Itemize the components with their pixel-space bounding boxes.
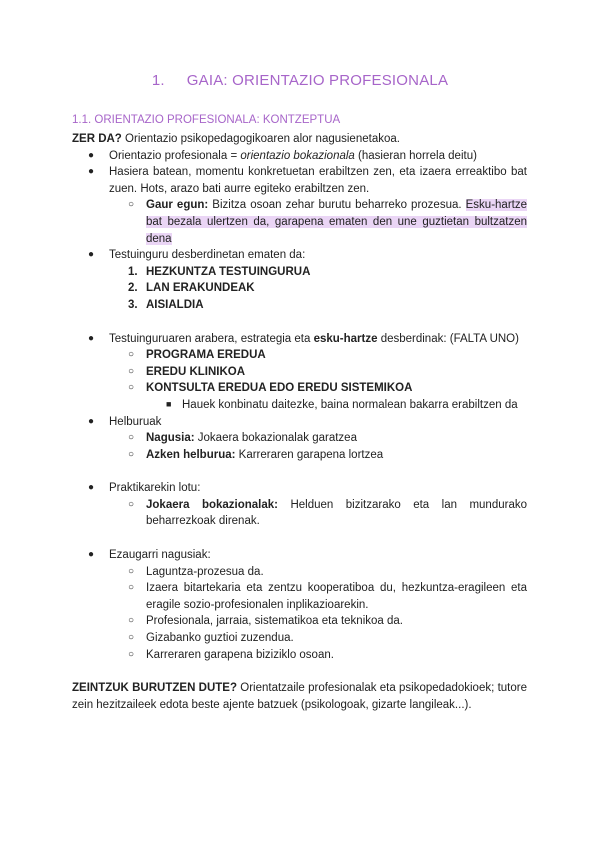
list-item: [72, 331, 527, 348]
sub-item-text: EREDU KLINIKOA: [146, 365, 246, 378]
bullet-text: Orientazio profesionala =: [109, 149, 241, 162]
section-heading: 1.1. ORIENTAZIO PROFESIONALA: KONTZEPTUA: [72, 114, 341, 126]
bullet-bold: esku-hartze: [313, 332, 378, 345]
sub-list-item: [72, 430, 527, 447]
chapter-number: 1.: [151, 72, 165, 89]
bullet-icon: ●: [88, 149, 95, 161]
zeintzuk-paragraph: [72, 680, 527, 713]
sub-item-label: Gaur egun:: [146, 199, 209, 212]
sub-item-text: Laguntza-prozesua da.: [146, 565, 264, 578]
chapter-title: [0, 72, 600, 89]
circle-bullet-icon: ○: [128, 582, 135, 594]
numbered-item-text: LAN ERAKUNDEAK: [146, 282, 255, 295]
list-item: [72, 414, 527, 431]
sub-list-item: [72, 580, 527, 613]
sub-item-text: Bizitza osoan zehar burutu beharreko prozesua.: [208, 199, 466, 212]
bullet-text: Hasiera batean, momentu konkretuetan erabiltzen zen, eta izaera erreaktibo bat zuen. Hots, arazo bati aurre egiteko erabiltzen zen.: [109, 166, 527, 195]
bullet-text: Ezaugarri nagusiak:: [109, 549, 211, 562]
numbered-item-text: HEZKUNTZA TESTUINGURUA: [146, 265, 311, 278]
bullet-icon: ●: [88, 332, 95, 344]
chapter-title-text: GAIA: ORIENTAZIO PROFESIONALA: [186, 72, 449, 89]
sub-item-text: Profesionala, jarraia, sistematikoa eta teknikoa da.: [146, 615, 403, 628]
list-item: [72, 247, 527, 264]
list-item: [72, 480, 527, 497]
document-body: [72, 131, 527, 713]
zer-da-label: ZER DA?: [72, 133, 122, 145]
numbered-item: [72, 297, 527, 314]
bullet-icon: ●: [88, 166, 95, 178]
item-number: 3.: [128, 298, 138, 311]
circle-bullet-icon: ○: [128, 565, 135, 577]
bullet-icon: ●: [88, 549, 95, 561]
numbered-item-text: AISIALDIA: [146, 298, 204, 311]
bullet-text: Testuinguruaren arabera, estrategia eta: [109, 332, 314, 345]
bullet-text-rest: (hasieran horrela deitu): [354, 149, 477, 162]
sub-item-text: Helduen bizitzarako eta lan mundurako beharrezkoak direnak.: [146, 498, 527, 528]
circle-bullet-icon: ○: [128, 432, 135, 444]
sub-list-item: [72, 564, 527, 581]
sub-sub-item-text: Hauek konbinatu daitezke, baina normalean bakarra erabiltzen da: [182, 398, 518, 411]
zeintzuk-label: ZEINTZUK BURUTZEN DUTE?: [72, 682, 237, 695]
sub-list-item: [72, 497, 527, 530]
sub-item-text: Jokaera bokazionalak garatzea: [194, 432, 357, 445]
circle-bullet-icon: ○: [128, 615, 135, 627]
sub-item-text: Gizabanko guztioi zuzendua.: [146, 632, 294, 645]
circle-bullet-icon: ○: [128, 199, 135, 211]
item-number: 1.: [128, 265, 138, 278]
circle-bullet-icon: ○: [128, 382, 135, 394]
item-number: 2.: [128, 282, 138, 295]
bullet-text: Testuinguru desberdinetan ematen da:: [109, 249, 306, 262]
sub-list-item: [72, 364, 527, 381]
list-item: [72, 164, 527, 197]
square-bullet-icon: ■: [166, 398, 172, 409]
circle-bullet-icon: ○: [128, 365, 135, 377]
numbered-item: [72, 264, 527, 281]
highlighted-text: Esku-hartze bat bezala ulertzen da, garapena ematen den une guztietan bultzatzen dena: [146, 199, 527, 245]
bullet-text: Praktikarekin lotu:: [109, 482, 201, 495]
sub-list-item: [72, 630, 527, 647]
bullet-text: Helburuak: [109, 415, 162, 428]
sub-list-item: [72, 347, 527, 364]
bullet-italic: orientazio bokazionala: [240, 149, 355, 162]
sub-item-text: KONTSULTA EREDUA EDO EREDU SISTEMIKOA: [146, 382, 413, 395]
sub-list-item: [72, 647, 527, 664]
sub-item-label: Nagusia:: [146, 432, 195, 445]
zer-da-paragraph: [72, 131, 527, 148]
sub-item-text: PROGRAMA EREDUA: [146, 349, 266, 362]
bullet-icon: ●: [88, 415, 95, 427]
bullet-icon: ●: [88, 482, 95, 494]
bullet-icon: ●: [88, 249, 95, 261]
circle-bullet-icon: ○: [128, 648, 135, 660]
sub-list-item: [72, 197, 527, 247]
circle-bullet-icon: ○: [128, 632, 135, 644]
sub-list-item: [72, 380, 527, 397]
bullet-text-rest: desberdinak: (FALTA UNO): [377, 332, 519, 345]
zer-da-text: Orientazio psikopedagogikoaren alor nagusienetakoa.: [121, 133, 400, 145]
numbered-item: [72, 280, 527, 297]
sub-item-label: Azken helburua:: [146, 448, 236, 461]
list-item: [72, 547, 527, 564]
sub-item-text: Karreraren garapena lortzea: [235, 448, 384, 461]
zeintzuk-text: Orientatzaile profesionalak eta psikopedadokioek; tutore zein hezitzaileek edota beste ajente batzuek (psikologoak, gizarte langileak...).: [72, 682, 527, 711]
sub-item-text: Izaera bitartekaria eta zentzu kooperatiboa du, hezkuntza-eragileen eta eragile sozio-profesionalen inplikazioarekin.: [146, 582, 527, 611]
sub-sub-list-item: [72, 397, 527, 414]
circle-bullet-icon: ○: [128, 498, 135, 510]
sub-list-item: [72, 447, 527, 464]
list-item: [72, 148, 527, 165]
sub-list-item: [72, 613, 527, 630]
circle-bullet-icon: ○: [128, 349, 135, 361]
sub-item-label: Jokaera bokazionalak:: [146, 498, 278, 511]
circle-bullet-icon: ○: [128, 448, 135, 460]
sub-item-text: Karreraren garapena biziziklo osoan.: [146, 648, 334, 661]
